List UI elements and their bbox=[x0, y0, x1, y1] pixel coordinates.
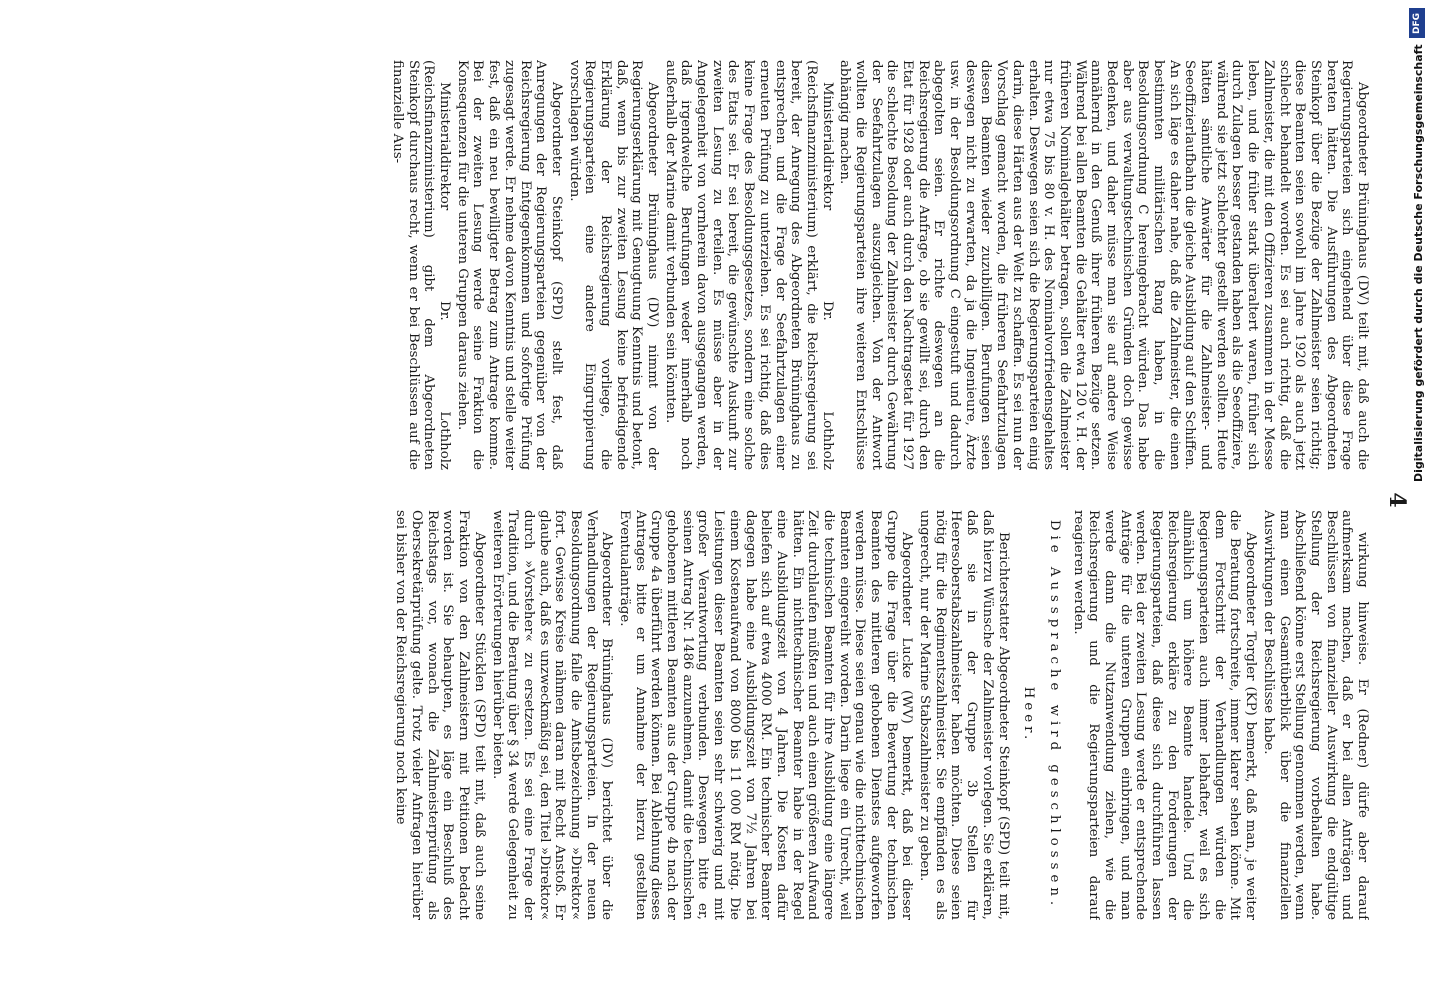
paragraph: Abgeordneter Brüninghaus (DV) teilt mit, daß auch die Regierungsparteien sich eingehend über diese Frage beraten hätten. Die Ausführungen des Abgeordneten Steinkopf über die Bezüge der Zahlmeister seien richtig; diese Beamten seien sowohl im Jahre 1920 als auch jetzt schlecht behandelt worden. Es sei auch richtig, daß die Zahlmeister, die mit den Offizieren zusammen in der Messe leben, und die früher stark überaltert waren, früher sich durch Zulagen besser gestanden haben als die Seeoffiziere, während sie jetzt schlechter gestellt werden sollten. Heute hätten sämtliche Anwärter für die Zahlmeister- und Seeoffizierlaufbahn die gleiche Ausbildung auf den Schiffen. An sich läge es daher nahe, daß die Zahlmeister, die einen bestimmten militärischen Rang haben, in die Besoldungsordnung C hereingebracht würden. Das habe aber aus verwaltungstechnischen Gründen doch gewisse Bedenken, und daher müsse man sie auf andere Weise annähernd in den Genuß ihrer früheren Bezüge setzen. Während bei allen Beamten die Gehälter etwa 120 v. H. der früheren Nominalgehälter betragen, sollen die Zahlmeister nur etwa 75 bis 80 v. H. des Nominalvorfriedensgehaltes erhalten. Deswegen seien sich die Regierungsparteien einig darin, diese Härten aus der Welt zu schaffen. Es sei nun der Vorschlag gemacht worden, die früheren Seefahrtzulagen diesen Beamten wieder zuzubilligen. Berufungen seien deswegen nicht zu erwarten, da ja die Ingenieure, Ärzte usw. in der Besoldungsordnung C eingestuft und dadurch abgegolten seien. Er richte deswegen an die Reichsregierung die Anfrage, ob sie gewillt sei, durch den Etat für 1928 oder auch durch den Nachtragsetat für 1927 die schlechte Besoldung der Zahlmeister durch Gewährung der Seefahrtzulagen auszugleichen. Von der Antwort wollten die Regierungsparteien ihre weiteren Entschlüsse abhängig machen. bbox=[837, 60, 1370, 470]
digitization-sidebar bbox=[1400, 0, 1434, 1000]
digitization-credit: Digitalisierung gefördert durch die Deutsche Forschungsgemeinschaft bbox=[1412, 44, 1425, 482]
paragraph: wirkung hinweise. Er (Redner) dürfe aber darauf aufmerksam machen, daß er bei allen Anträgen und Beschlüssen von finanzieller Auswirkung die endgültige Stellung der Reichsregierung vorbehalten habe. Abschließend könne erst Stellung genommen werden, wenn man einen Gesamtüberblick über die finanziellen Auswirkungen der Beschlüsse habe. bbox=[1260, 510, 1370, 920]
paragraph: Abgeordneter Lucke (WV) bemerkt, daß bei dieser Gruppe die Frage über die Bewertung der technischen Beamten des mittleren gehobenen Dienstes aufgeworfen werden müsse. Diese seien genau wie die nichttechnischen Beamten eingereiht worden. Darin liege ein Unrecht, weil die technischen Beamten für ihre Ausbildung eine längere Zeit durchlaufen müßten und auch einen größeren Aufwand hätten. Ein nichttechnischer Beamter habe in der Regel eine Ausbildungszeit von 4 Jahren. Die Kosten dafür beliefen sich auf etwa 4000 RM. Ein technischer Beamter dagegen habe eine Ausbildungszeit von 7½ Jahren bei einem Kostenaufwand von 8000 bis 11 000 RM nötig. Die Leistungen dieser Beamten seien sehr schwierig und mit großer Verantwortung verbunden. Deswegen bitte er, seinen Antrag Nr. 1486 anzunehmen, damit die technischen gehobenen mittleren Beamten aus der Gruppe 4b nach der Gruppe 4a überführt werden können. Bei Ablehnung dieses Antrages bitte er um Annahme der hierzu gestellten Eventualanträge. bbox=[617, 510, 915, 920]
paragraph: Ministerialdirektor Dr. Lothholz (Reichsfinanzministerium) gibt dem Abgeordneten Steinkopf durchaus recht, wenn er bei Beschlüssen auf die finanzielle Aus- bbox=[390, 60, 453, 470]
section-heading-heer: Heer. bbox=[1021, 686, 1037, 744]
paragraph: Abgeordneter Steinkopf (SPD) stellt fest, daß Anregungen der Regierungsparteien gegenüber von der Reichsregierung Entgegenkommen und sofortige Prüfung zugesagt werde. Er nehme davon Kenntnis und stelle weiter fest, daß ein neu bewilligter Betrag zum Antrage komme. Bei der zweiten Lesung werde seine Fraktion die Konsequenzen für die unteren Gruppen daraus ziehen. bbox=[454, 60, 564, 470]
paragraph: Abgeordneter Torgler (KP) bemerkt, daß man, je weiter die Beratung fortschreite, immer klarer sehen könne. Mit dem Fortschritt der Verhandlungen würden die Regierungsparteien auch immer lebhafter, weil es sich allmählich um höhere Beamte handele. Und die Reichsregierung erkläre zu den Forderungen der Regierungsparteien, daß diese sich durchführen lassen werden. Bei der zweiten Lesung werde er entsprechende Anträge für die unteren Gruppen einbringen, und man werde dann die Nutzanwendung ziehen, wie die Reichsregierung und die Regierungsparteien darauf reagieren werden. bbox=[1070, 510, 1259, 920]
paragraph: Abgeordneter Brüninghaus (DV) berichtet über die Verhandlungen der Regierungsparteien. In der neuen Besoldungsordnung falle die Amtsbezeichnung »Direktor« fort. Gewisse Kreise nähmen daran mit Recht Anstoß. Er glaube auch, daß es unzweckmäßig sei, den Titel »Direktor« durch »Vorsteher« zu ersetzen. Es sei eine Frage der Tradition, und die Beratung über § 34 werde Gelegenheit zu weiteren Erörterungen hierüber bieten. bbox=[489, 510, 615, 920]
debate-closed-note: Die Aussprache wird geschlossen. bbox=[1046, 519, 1062, 911]
page-number: 4 bbox=[1384, 492, 1410, 508]
paragraph: Abgeordneter Brüninghaus (DV) nimmt von der Regierungserklärung mit Genugtuung Kenntnis und betont, daß, wenn bis zur zweiten Lesung keine befriedigende Erklärung der Reichsregierung vorliege, die Regierungsparteien eine andere Eingruppierung vorschlagen würden. bbox=[566, 60, 661, 470]
paragraph: Berichterstatter Abgeordneter Steinkopf (SPD) teilt mit, daß hierzu Wünsche der Zahlmeister vorlegen. Sie erklären, daß sie in der Gruppe 3b Stellen für Heeresoberstabszahlmeister haben möchten. Diese seien nötig für die Regimentszahlmeister. Sie empfänden es als ungerecht, nur der Marine Stabszahlmeister zu geben. bbox=[917, 510, 1011, 920]
left-column bbox=[110, 60, 1370, 470]
right-column bbox=[110, 510, 1370, 920]
dfg-logo: DFG bbox=[1409, 8, 1425, 38]
scanned-page bbox=[100, 60, 1410, 940]
paragraph: Abgeordneter Stücklen (SPD) teilt mit, daß auch seine Fraktion von den Zahlmeistern mit Petitionen bedacht worden ist. Sie behaupten, es läge ein Beschluß des Reichstags vor, wonach die Zahlmeisterprüfung als Obersekretärprüfung gelte. Trotz vieler Anfragen hierüber sei bisher von der Reichsregierung noch keine bbox=[393, 510, 487, 920]
paragraph: Ministerialdirektor Dr. Lothholz (Reichsfinanzministerium) erklärt, die Reichsregierung sei bereit, der Anregung des Abgeordneten Brüninghaus zu entsprechen und die Frage der Seefahrtzulagen einer erneuten Prüfung zu unterziehen. Es sei richtig, daß dies keine Frage des Besoldungsgesetzes, sondern eine solche des Etats sei. Er sei bereit, die gewünschte Auskunft zur zweiten Lesung zu erteilen. Es müsse aber in der Angelegenheit von vornherein davon ausgegangen werden, daß irgendwelche Berufungen weder innerhalb noch außerhalb der Marine damit verbunden sein könnten. bbox=[662, 60, 835, 470]
